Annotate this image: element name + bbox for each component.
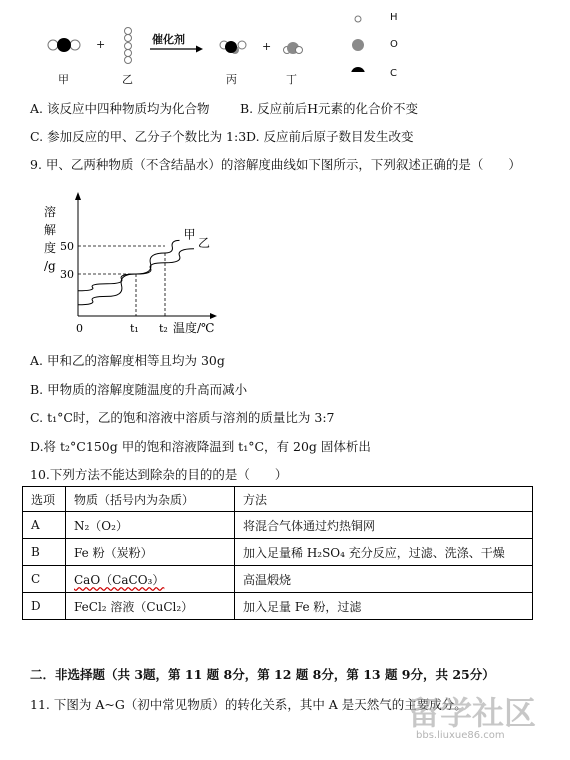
label-bing: 丙 xyxy=(226,73,237,86)
q8-option-a: A. 该反应中四种物质均为化合物 xyxy=(30,101,210,116)
row-label: B xyxy=(23,539,66,566)
catalyst-label: 催化剂 xyxy=(152,33,185,46)
series-line-1 xyxy=(78,240,180,304)
series-label-2: 乙 xyxy=(198,235,211,250)
q9-option-d: D.将 t₂°C150g 甲的饱和溶液降温到 t₁°C，有 20g 固体析出 xyxy=(30,439,371,454)
molecule-ding xyxy=(284,42,303,54)
origin-label: 0 xyxy=(76,322,83,335)
y-axis-label-char: 溶 xyxy=(44,205,57,219)
table-row xyxy=(23,539,533,566)
legend-c-label: C xyxy=(390,68,397,79)
atom-legend xyxy=(351,16,365,72)
q9-stem: 9. 甲、乙两种物质（不含结晶水）的溶解度曲线如下图所示，下列叙述正确的是（ ） xyxy=(30,157,521,172)
watermark-brand: 留学社区 xyxy=(408,694,537,732)
q11-stem: 11. 下图为 A~G（初中常见物质）的转化关系，其中 A 是天然气的主要成分。 xyxy=(30,697,467,712)
molecule-jia xyxy=(48,38,80,52)
y-axis-label-char: 解 xyxy=(44,223,57,237)
x-axis-label: 温度/℃ xyxy=(173,321,215,335)
header-substance: 物质（括号内为杂质） xyxy=(66,487,235,512)
label-jia: 甲 xyxy=(58,73,69,86)
row-substance: Fe 粉（炭粉） xyxy=(66,539,235,566)
header-option: 选项 xyxy=(23,487,66,512)
y-tick-50: 50 xyxy=(60,240,74,253)
y-axis-label-char: /g xyxy=(44,259,56,273)
watermark-url: bbs.liuxue86.com xyxy=(416,730,505,741)
q8-option-c: C. 参加反应的甲、乙分子个数比为 1:3 xyxy=(30,129,247,144)
label-yi: 乙 xyxy=(122,73,133,86)
series-label-1: 甲 xyxy=(183,227,196,242)
legend-h-label: H xyxy=(390,12,398,23)
plus-sign-1: + xyxy=(96,38,106,51)
label-ding: 丁 xyxy=(286,73,297,86)
q10-table xyxy=(22,486,533,620)
table-row xyxy=(23,512,533,539)
molecule-yi xyxy=(125,28,132,64)
section2-title: 二．非选择题（共 3题，第 11 题 8分，第 12 题 8分，第 13 题 9分，共 25分） xyxy=(30,667,495,682)
q9-option-b: B. 甲物质的溶解度随温度的升高而减小 xyxy=(30,382,248,397)
y-axis-label-char: 度 xyxy=(44,241,57,255)
molecule-bing xyxy=(220,41,246,54)
x-tick-t2: t₂ xyxy=(159,322,168,335)
row-substance: N₂（O₂） xyxy=(66,512,235,539)
row-method: 将混合气体通过灼热铜网 xyxy=(235,512,533,539)
reaction-diagram xyxy=(0,0,570,72)
row-method: 高温煅烧 xyxy=(235,566,533,593)
row-label: D xyxy=(23,593,66,620)
solubility-chart xyxy=(40,188,225,338)
y-tick-30: 30 xyxy=(60,268,74,281)
table-row xyxy=(23,566,533,593)
row-substance: FeCl₂ 溶液（CuCl₂） xyxy=(66,593,235,620)
x-axis-arrow xyxy=(210,313,217,319)
table-header-row xyxy=(23,487,533,512)
row-label: A xyxy=(23,512,66,539)
x-tick-t1: t₁ xyxy=(130,322,139,335)
row-substance xyxy=(66,566,235,593)
q10-stem: 10.下列方法不能达到除杂的目的的是（ ） xyxy=(30,467,288,482)
q9-option-c: C. t₁°C时，乙的饱和溶液中溶质与溶剂的质量比为 3:7 xyxy=(30,410,335,425)
q8-option-d: D. 反应前后原子数目发生改变 xyxy=(246,129,414,144)
row-method: 加入足量 Fe 粉，过滤 xyxy=(235,593,533,620)
y-axis-arrow xyxy=(75,192,81,200)
header-method: 方法 xyxy=(235,487,533,512)
q8-option-b: B. 反应前后H元素的化合价不变 xyxy=(240,101,419,116)
row-substance-text: CaO（CaCO₃） xyxy=(74,572,165,587)
q9-option-a: A. 甲和乙的溶解度相等且均为 30g xyxy=(30,353,225,368)
row-label: C xyxy=(23,566,66,593)
plus-sign-2: + xyxy=(262,40,272,53)
table-row xyxy=(23,593,533,620)
legend-o-label: O xyxy=(390,39,398,50)
row-method: 加入足量稀 H₂SO₄ 充分反应，过滤、洗涤、干燥 xyxy=(235,539,533,566)
